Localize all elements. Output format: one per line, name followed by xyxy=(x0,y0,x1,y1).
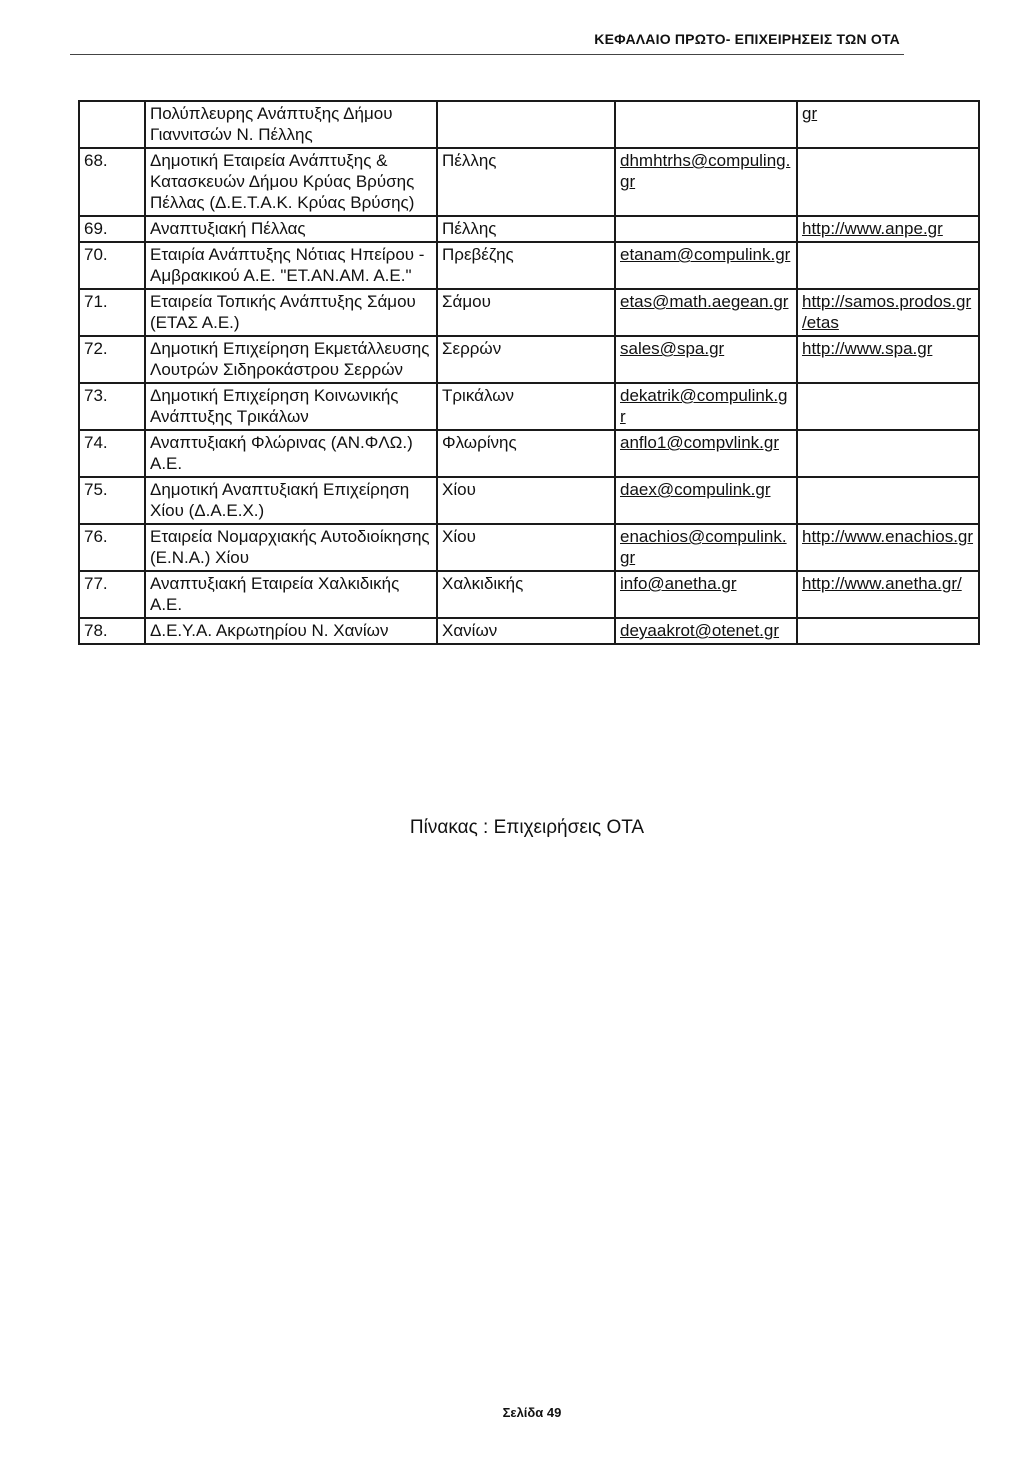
prefecture-text: Πέλλης xyxy=(442,151,497,170)
table-row xyxy=(79,571,979,618)
enterprise-name-cell xyxy=(145,101,437,148)
website-cell xyxy=(797,242,979,289)
prefecture-text: Φλωρίνης xyxy=(442,433,517,452)
enterprise-name-text: Δ.Ε.Υ.Α. Ακρωτηρίου Ν. Χανίων xyxy=(150,621,389,640)
row-number-text: 68. xyxy=(84,151,108,170)
prefecture-text: Τρικάλων xyxy=(442,386,514,405)
header-divider xyxy=(70,54,904,55)
table-body xyxy=(79,101,979,644)
row-number-text: 77. xyxy=(84,574,108,593)
website-cell xyxy=(797,618,979,644)
enterprises-table xyxy=(78,100,980,645)
table-row xyxy=(79,242,979,289)
table-row xyxy=(79,383,979,430)
email-cell xyxy=(615,571,797,618)
email-cell xyxy=(615,242,797,289)
enterprise-name-text: Αναπτυξιακή Πέλλας xyxy=(150,219,306,238)
enterprise-name-cell xyxy=(145,336,437,383)
website-cell xyxy=(797,571,979,618)
row-number-cell xyxy=(79,101,145,148)
prefecture-cell xyxy=(437,618,615,644)
website-cell xyxy=(797,430,979,477)
enterprise-name-text: Δημοτική Αναπτυξιακή Επιχείρηση Χίου (Δ.Α.Ε.Χ.) xyxy=(150,480,410,520)
enterprise-name-cell xyxy=(145,148,437,216)
email-link[interactable]: etas@math.aegean.gr xyxy=(620,292,789,311)
enterprise-name-cell xyxy=(145,242,437,289)
page-number: Σελίδα 49 xyxy=(502,1405,562,1420)
enterprise-name-cell xyxy=(145,524,437,571)
table-caption: Πίνακας : Επιχειρήσεις ΟΤΑ xyxy=(409,817,645,838)
enterprise-name-cell xyxy=(145,430,437,477)
email-link[interactable]: dhmhtrhs@compuling.gr xyxy=(620,151,791,191)
enterprise-name-text: Εταιρεία Νομαρχιακής Αυτοδιοίκησης (Ε.Ν.Α.) Χίου xyxy=(150,527,430,567)
enterprise-name-text: Εταιρεία Τοπικής Ανάπτυξης Σάμου (ΕΤΑΣ Α.Ε.) xyxy=(150,292,416,332)
chapter-header: ΚΕΦΑΛΑΙΟ ΠΡΩΤΟ- ΕΠΙΧΕΙΡΗΣΕΙΣ ΤΩΝ ΟΤΑ xyxy=(594,31,900,47)
website-link[interactable]: http://www.enachios.gr xyxy=(802,527,974,546)
enterprise-name-text: Πολύπλευρης Ανάπτυξης Δήμου Γιαννιτσών Ν. Πέλλης xyxy=(150,104,393,144)
row-number-cell xyxy=(79,289,145,336)
row-number-text: 74. xyxy=(84,433,108,452)
website-cell xyxy=(797,336,979,383)
prefecture-cell xyxy=(437,216,615,242)
prefecture-cell xyxy=(437,383,615,430)
table-row xyxy=(79,336,979,383)
email-cell xyxy=(615,101,797,148)
email-link[interactable]: deyaakrot@otenet.gr xyxy=(620,621,780,640)
row-number-cell xyxy=(79,336,145,383)
table-row xyxy=(79,524,979,571)
row-number-text: 71. xyxy=(84,292,108,311)
prefecture-cell xyxy=(437,524,615,571)
enterprise-name-text: Εταιρία Ανάπτυξης Νότιας Ηπείρου - Αμβρακικού Α.Ε. "ΕΤ.ΑΝ.ΑΜ. Α.Ε." xyxy=(150,245,425,285)
prefecture-cell xyxy=(437,148,615,216)
table-row xyxy=(79,216,979,242)
prefecture-text: Πέλλης xyxy=(442,219,497,238)
row-number-cell xyxy=(79,571,145,618)
prefecture-text: Σάμου xyxy=(442,292,491,311)
enterprise-name-text: Αναπτυξιακή Φλώρινας (ΑΝ.ΦΛΩ.) Α.Ε. xyxy=(150,433,413,473)
table-row xyxy=(79,477,979,524)
prefecture-text: Σερρών xyxy=(442,339,502,358)
row-number-cell xyxy=(79,524,145,571)
email-link[interactable]: daex@compulink.gr xyxy=(620,480,771,499)
enterprise-name-cell xyxy=(145,477,437,524)
website-link[interactable]: http://samos.prodos.gr/etas xyxy=(802,292,972,332)
prefecture-text: Χαλκιδικής xyxy=(442,574,524,593)
website-link[interactable]: gr xyxy=(802,104,818,123)
email-link[interactable]: info@anetha.gr xyxy=(620,574,737,593)
enterprise-name-text: Δημοτική Εταιρεία Ανάπτυξης & Κατασκευών Δήμου Κρύας Βρύσης Πέλλας (Δ.Ε.Τ.Α.Κ. Κρύας Βρύσης) xyxy=(150,151,415,212)
prefecture-text: Χίου xyxy=(442,480,476,499)
prefecture-cell xyxy=(437,336,615,383)
prefecture-text: Χίου xyxy=(442,527,476,546)
email-link[interactable]: anflo1@compvlink.gr xyxy=(620,433,779,452)
enterprise-name-cell xyxy=(145,571,437,618)
row-number-text: 78. xyxy=(84,621,108,640)
row-number-text: 76. xyxy=(84,527,108,546)
website-cell xyxy=(797,101,979,148)
enterprise-name-text: Δημοτική Επιχείρηση Εκμετάλλευσης Λουτρών Σιδηροκάστρου Σερρών xyxy=(150,339,430,379)
row-number-text: 70. xyxy=(84,245,108,264)
table-row xyxy=(79,101,979,148)
email-link[interactable]: sales@spa.gr xyxy=(620,339,725,358)
row-number-cell xyxy=(79,383,145,430)
email-link[interactable]: dekatrik@compulink.gr xyxy=(620,386,788,426)
website-link[interactable]: http://www.anpe.gr xyxy=(802,219,943,238)
enterprise-name-cell xyxy=(145,618,437,644)
website-cell xyxy=(797,289,979,336)
prefecture-cell xyxy=(437,477,615,524)
website-cell xyxy=(797,216,979,242)
prefecture-cell xyxy=(437,430,615,477)
email-link[interactable]: enachios@compulink.gr xyxy=(620,527,787,567)
prefecture-cell xyxy=(437,571,615,618)
email-cell xyxy=(615,430,797,477)
row-number-cell xyxy=(79,242,145,289)
email-cell xyxy=(615,477,797,524)
prefecture-cell xyxy=(437,101,615,148)
row-number-cell xyxy=(79,216,145,242)
table-row xyxy=(79,289,979,336)
website-cell xyxy=(797,148,979,216)
email-cell xyxy=(615,618,797,644)
prefecture-text: Πρεβέζης xyxy=(442,245,514,264)
website-link[interactable]: http://www.spa.gr xyxy=(802,339,933,358)
table-row xyxy=(79,148,979,216)
prefecture-text: Χανίων xyxy=(442,621,498,640)
email-cell xyxy=(615,336,797,383)
email-cell xyxy=(615,148,797,216)
email-cell xyxy=(615,383,797,430)
website-cell xyxy=(797,477,979,524)
email-cell xyxy=(615,289,797,336)
prefecture-cell xyxy=(437,289,615,336)
row-number-cell xyxy=(79,618,145,644)
row-number-text: 69. xyxy=(84,219,108,238)
enterprise-name-text: Δημοτική Επιχείρηση Κοινωνικής Ανάπτυξης Τρικάλων xyxy=(150,386,399,426)
table-row xyxy=(79,618,979,644)
row-number-text: 75. xyxy=(84,480,108,499)
row-number-text: 73. xyxy=(84,386,108,405)
table-row xyxy=(79,430,979,477)
enterprise-name-text: Αναπτυξιακή Εταιρεία Χαλκιδικής Α.Ε. xyxy=(150,574,400,614)
enterprise-name-cell xyxy=(145,216,437,242)
enterprise-name-cell xyxy=(145,383,437,430)
email-link[interactable]: etanam@compulink.gr xyxy=(620,245,791,264)
website-cell xyxy=(797,524,979,571)
enterprise-name-cell xyxy=(145,289,437,336)
row-number-text: 72. xyxy=(84,339,108,358)
website-cell xyxy=(797,383,979,430)
row-number-cell xyxy=(79,430,145,477)
row-number-cell xyxy=(79,148,145,216)
row-number-cell xyxy=(79,477,145,524)
prefecture-cell xyxy=(437,242,615,289)
email-cell xyxy=(615,524,797,571)
email-cell xyxy=(615,216,797,242)
website-link[interactable]: http://www.anetha.gr/ xyxy=(802,574,962,593)
